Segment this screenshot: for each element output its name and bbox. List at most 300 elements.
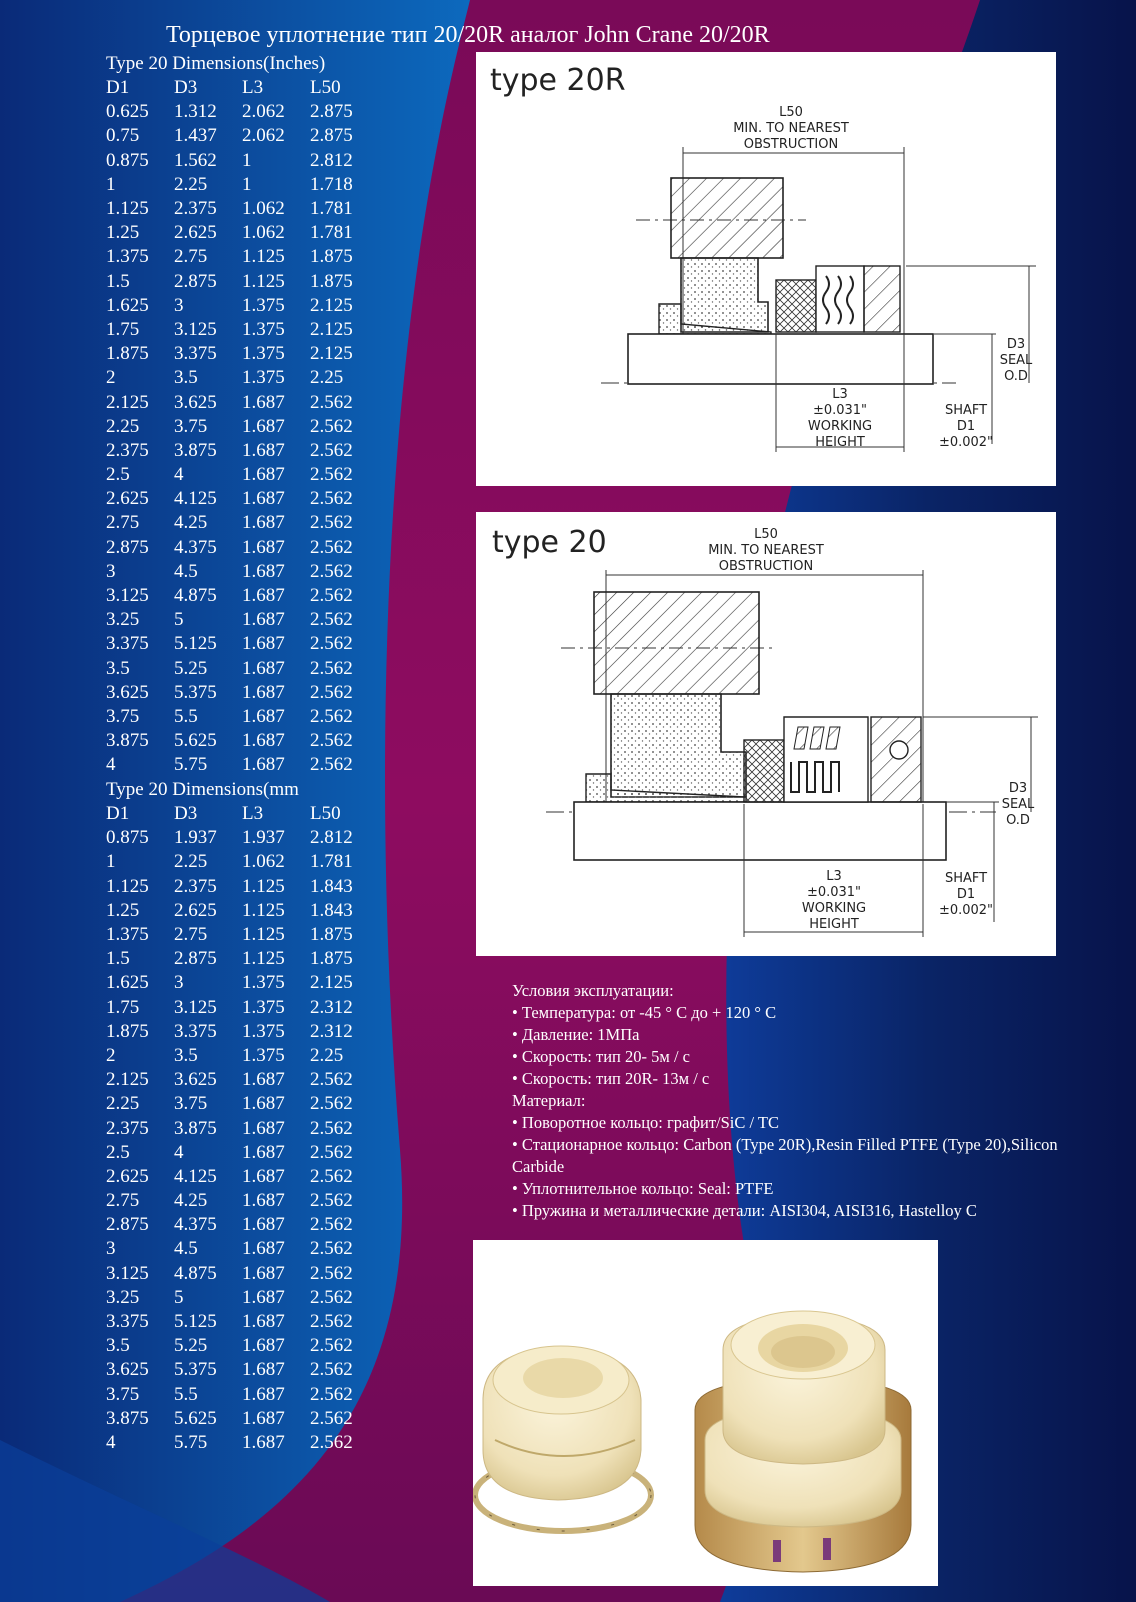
table-cell: 2 <box>106 367 116 389</box>
l50-label: OBSTRUCTION <box>718 559 814 574</box>
table-cell: 2.562 <box>310 585 353 607</box>
table-cell: 2.062 <box>242 101 285 123</box>
table-cell: 5.5 <box>174 705 198 727</box>
table-cell: 5.125 <box>174 1311 217 1333</box>
d3-label: D3 <box>1008 781 1028 796</box>
table-cell: 4.375 <box>174 1214 217 1236</box>
table-cell: 2.75 <box>106 512 140 534</box>
table-cell: 2.562 <box>310 1431 353 1453</box>
column-header: D1 <box>106 77 130 99</box>
table-cell: 4 <box>106 1431 116 1453</box>
table-cell: 2.062 <box>242 125 285 147</box>
table-cell: 2.562 <box>310 705 353 727</box>
table-cell: 2.125 <box>310 972 353 994</box>
table-cell: 2.625 <box>106 488 149 510</box>
table-row <box>106 947 370 971</box>
column-header: L50 <box>310 77 341 99</box>
table-cell: 2.25 <box>310 367 344 389</box>
table-cell: 1.125 <box>242 948 285 970</box>
table-cell: 1.687 <box>242 633 285 655</box>
table-cell: 3.625 <box>106 1359 149 1381</box>
table-cell: 1 <box>242 149 252 171</box>
table-row <box>106 1407 370 1431</box>
table-cell: 2.562 <box>310 1165 353 1187</box>
table-cell: 2 <box>106 1044 116 1066</box>
table-cell: 2.125 <box>310 343 353 365</box>
table-cell: 1.687 <box>242 536 285 558</box>
table-cell: 3.875 <box>174 1117 217 1139</box>
table-row <box>106 705 370 729</box>
table-cell: 1.687 <box>242 1141 285 1163</box>
table-row <box>106 923 370 947</box>
table-cell: 2.375 <box>106 439 149 461</box>
table-row <box>106 753 370 777</box>
table-cell: 1.625 <box>106 294 149 316</box>
table-cell: 2.875 <box>106 1214 149 1236</box>
table-mm-heading: Type 20 Dimensions(mm <box>106 779 299 800</box>
table-cell: 2.562 <box>310 391 353 413</box>
table-cell: 2.562 <box>310 633 353 655</box>
table-row <box>106 584 370 608</box>
table-cell: 2.562 <box>310 609 353 631</box>
l3-label: L3 <box>832 387 848 402</box>
table-cell: 1.687 <box>242 705 285 727</box>
table-cell: 1.375 <box>106 246 149 268</box>
table-cell: 1.687 <box>242 1383 285 1405</box>
table-row <box>106 1092 370 1116</box>
table-row <box>106 173 370 197</box>
table-cell: 3 <box>106 560 116 582</box>
table-row <box>106 1116 370 1140</box>
table-cell: 3 <box>174 294 184 316</box>
d3-label: D3 <box>1006 337 1026 352</box>
table-cell: 2.812 <box>310 827 353 849</box>
table-cell: 0.625 <box>106 101 149 123</box>
table-cell: 2.562 <box>310 1359 353 1381</box>
table-cell: 2.875 <box>174 270 217 292</box>
table-row <box>106 100 370 124</box>
l3-label: ±0.031" <box>806 885 862 900</box>
table-cell: 2.562 <box>310 1141 353 1163</box>
table-cell: 4.375 <box>174 536 217 558</box>
table-row <box>106 1383 370 1407</box>
table-cell: 4 <box>106 754 116 776</box>
table-cell: 1.125 <box>242 270 285 292</box>
diagram-title: type 20R <box>490 63 626 98</box>
d1-label: ±0.002" <box>938 903 994 918</box>
table-cell: 3.125 <box>106 585 149 607</box>
table-cell: 1.437 <box>174 125 217 147</box>
table-cell: 1.5 <box>106 270 130 292</box>
table-row <box>106 149 370 173</box>
table-row <box>106 826 370 850</box>
table-cell: 2.562 <box>310 1383 353 1405</box>
table-cell: 1.312 <box>174 101 217 123</box>
table-cell: 1.687 <box>242 657 285 679</box>
table-cell: 1.687 <box>242 754 285 776</box>
conditions-line: Материал: <box>512 1091 586 1110</box>
table-cell: 2.5 <box>106 464 130 486</box>
table-cell: 4 <box>174 1141 184 1163</box>
table-cell: 5.25 <box>174 657 208 679</box>
d3-label: O.D <box>1004 369 1028 384</box>
l3-label: HEIGHT <box>809 917 859 932</box>
table-cell: 0.875 <box>106 827 149 849</box>
table-cell: 2.125 <box>106 1069 149 1091</box>
dimensions-table-mm <box>106 802 370 1455</box>
table-cell: 3.125 <box>174 996 217 1018</box>
table-cell: 5 <box>174 1286 184 1308</box>
table-cell: 3.5 <box>106 1335 130 1357</box>
table-cell: 1.687 <box>242 1335 285 1357</box>
table-cell: 1.75 <box>106 996 140 1018</box>
table-cell: 2.562 <box>310 1262 353 1284</box>
table-cell: 2.75 <box>106 1190 140 1212</box>
diagram-type-20r <box>476 52 1056 486</box>
table-row <box>106 1262 370 1286</box>
table-cell: 5.5 <box>174 1383 198 1405</box>
table-cell: 1.375 <box>242 1044 285 1066</box>
table-inches-block <box>106 52 370 777</box>
d1-label: SHAFT <box>944 403 988 418</box>
table-row <box>106 850 370 874</box>
conditions-line: • Температура: от -45 ° C до + 120 ° C <box>512 1003 777 1022</box>
table-row <box>106 1044 370 1068</box>
table-cell: 1 <box>106 173 116 195</box>
table-cell: 1.687 <box>242 488 285 510</box>
table-cell: 1.125 <box>106 875 149 897</box>
table-cell: 1.125 <box>106 198 149 220</box>
table-cell: 1.375 <box>242 367 285 389</box>
table-cell: 1.687 <box>242 512 285 534</box>
table-cell: 1.687 <box>242 1262 285 1284</box>
dimensions-table-inches <box>106 76 370 777</box>
table-cell: 1.843 <box>310 899 353 921</box>
table-cell: 3.75 <box>106 705 140 727</box>
table-cell: 1.687 <box>242 560 285 582</box>
table-cell: 4.125 <box>174 1165 217 1187</box>
table-cell: 5.75 <box>174 754 208 776</box>
table-row <box>106 681 370 705</box>
table-cell: 1.937 <box>242 827 285 849</box>
table-cell: 3 <box>106 1238 116 1260</box>
table-cell: 2.562 <box>310 512 353 534</box>
table-row <box>106 1189 370 1213</box>
table-cell: 2.562 <box>310 415 353 437</box>
table-row <box>106 899 370 923</box>
table-cell: 2.562 <box>310 754 353 776</box>
table-cell: 2.75 <box>174 246 208 268</box>
table-cell: 1.687 <box>242 1117 285 1139</box>
table-cell: 1.843 <box>310 875 353 897</box>
table-cell: 5.625 <box>174 1407 217 1429</box>
table-cell: 1.375 <box>106 924 149 946</box>
table-row <box>106 608 370 632</box>
table-cell: 2.875 <box>106 536 149 558</box>
table-row <box>106 318 370 342</box>
table-cell: 1.562 <box>174 149 217 171</box>
table-row <box>106 1334 370 1358</box>
l50-label: MIN. TO NEAREST <box>733 121 849 136</box>
table-cell: 2.625 <box>106 1165 149 1187</box>
table-cell: 5.375 <box>174 1359 217 1381</box>
table-row <box>106 560 370 584</box>
table-cell: 3.25 <box>106 1286 140 1308</box>
table-cell: 4.5 <box>174 560 198 582</box>
table-mm-block <box>106 778 370 1455</box>
table-cell: 5.75 <box>174 1431 208 1453</box>
table-cell: 3.875 <box>106 1407 149 1429</box>
l3-label: HEIGHT <box>815 435 865 450</box>
table-cell: 2.875 <box>310 125 353 147</box>
table-cell: 1.687 <box>242 439 285 461</box>
table-cell: 1.125 <box>242 924 285 946</box>
table-cell: 1.687 <box>242 1407 285 1429</box>
table-cell: 2.812 <box>310 149 353 171</box>
table-cell: 2.562 <box>310 681 353 703</box>
table-cell: 4.875 <box>174 1262 217 1284</box>
table-cell: 1.781 <box>310 222 353 244</box>
table-row <box>106 1310 370 1334</box>
table-cell: 1.687 <box>242 585 285 607</box>
table-cell: 2.875 <box>310 101 353 123</box>
conditions-line: • Давление: 1МПа <box>512 1025 640 1044</box>
table-cell: 3 <box>174 972 184 994</box>
d1-label: D1 <box>956 419 976 434</box>
table-cell: 1.687 <box>242 681 285 703</box>
table-row <box>106 1237 370 1261</box>
table-row <box>106 1213 370 1237</box>
l50-label: L50 <box>754 527 778 542</box>
table-cell: 3.5 <box>106 657 130 679</box>
table-cell: 3.25 <box>106 609 140 631</box>
table-cell: 1.375 <box>242 318 285 340</box>
table-cell: 1.937 <box>174 827 217 849</box>
table-cell: 2.562 <box>310 488 353 510</box>
table-cell: 1.125 <box>242 246 285 268</box>
table-cell: 2.562 <box>310 1286 353 1308</box>
table-cell: 2.25 <box>310 1044 344 1066</box>
table-row <box>106 415 370 439</box>
table-row <box>106 996 370 1020</box>
table-cell: 3.875 <box>106 730 149 752</box>
table-cell: 2.562 <box>310 1190 353 1212</box>
table-cell: 1.687 <box>242 1214 285 1236</box>
table-row <box>106 875 370 899</box>
table-cell: 2.5 <box>106 1141 130 1163</box>
table-row <box>106 197 370 221</box>
table-cell: 3.75 <box>174 1093 208 1115</box>
table-cell: 5 <box>174 609 184 631</box>
table-cell: 3.375 <box>106 1311 149 1333</box>
d1-label: ±0.002" <box>938 435 994 450</box>
column-header: L3 <box>242 77 264 99</box>
table-cell: 3.375 <box>174 343 217 365</box>
table-cell: 1.687 <box>242 609 285 631</box>
table-cell: 1.687 <box>242 730 285 752</box>
d3-label: SEAL <box>1001 797 1035 812</box>
table-cell: 1.25 <box>106 222 140 244</box>
table-cell: 4.25 <box>174 512 208 534</box>
table-cell: 1.687 <box>242 1093 285 1115</box>
table-header-row <box>106 76 370 100</box>
table-cell: 1.687 <box>242 1190 285 1212</box>
table-cell: 1.781 <box>310 851 353 873</box>
table-cell: 3.75 <box>106 1383 140 1405</box>
conditions-line: • Скорость: тип 20R- 13м / с <box>512 1069 710 1088</box>
conditions-line: • Уплотнительное кольцо: Seal: PTFE <box>512 1179 774 1198</box>
table-row <box>106 1165 370 1189</box>
table-cell: 1.718 <box>310 173 353 195</box>
l50-label: L50 <box>779 105 803 120</box>
table-cell: 1.25 <box>106 899 140 921</box>
table-cell: 1.687 <box>242 1165 285 1187</box>
page-title: Торцевое уплотнение тип 20/20R аналог John Crane 20/20R <box>166 22 770 48</box>
table-cell: 1.625 <box>106 972 149 994</box>
table-cell: 2.562 <box>310 1311 353 1333</box>
table-row <box>106 1068 370 1092</box>
table-cell: 1.687 <box>242 1311 285 1333</box>
table-cell: 2.562 <box>310 1117 353 1139</box>
table-cell: 2.125 <box>310 294 353 316</box>
table-cell: 2.562 <box>310 536 353 558</box>
table-cell: 2.312 <box>310 1020 353 1042</box>
conditions-line: • Стационарное кольцо: Carbon (Type 20R),Resin Filled PTFE (Type 20),Silicon Carbide <box>512 1135 1058 1176</box>
table-cell: 3.375 <box>174 1020 217 1042</box>
table-cell: 2.25 <box>106 1093 140 1115</box>
table-row <box>106 971 370 995</box>
table-cell: 0.75 <box>106 125 140 147</box>
table-cell: 5.375 <box>174 681 217 703</box>
table-cell: 3.5 <box>174 367 198 389</box>
table-cell: 1.062 <box>242 851 285 873</box>
table-row <box>106 221 370 245</box>
table-cell: 1.687 <box>242 1431 285 1453</box>
table-row <box>106 342 370 366</box>
table-cell: 2.25 <box>174 851 208 873</box>
table-cell: 1.375 <box>242 343 285 365</box>
table-cell: 4.5 <box>174 1238 198 1260</box>
column-header: D3 <box>174 77 198 99</box>
table-cell: 2.375 <box>174 875 217 897</box>
table-cell: 3.125 <box>174 318 217 340</box>
table-cell: 2.562 <box>310 1407 353 1429</box>
table-cell: 1.875 <box>310 948 353 970</box>
table-cell: 2.562 <box>310 1214 353 1236</box>
table-cell: 1.875 <box>106 1020 149 1042</box>
table-row <box>106 1358 370 1382</box>
table-cell: 3.75 <box>174 415 208 437</box>
table-cell: 1.875 <box>310 246 353 268</box>
conditions-line: Условия эксплуатации: <box>512 981 674 1000</box>
table-cell: 2.625 <box>174 899 217 921</box>
table-cell: 1.875 <box>310 270 353 292</box>
table-cell: 2.125 <box>106 391 149 413</box>
table-cell: 2.125 <box>310 318 353 340</box>
table-row <box>106 390 370 414</box>
table-row <box>106 1431 370 1455</box>
table-cell: 2.75 <box>174 924 208 946</box>
table-cell: 1.687 <box>242 415 285 437</box>
table-cell: 2.562 <box>310 560 353 582</box>
table-cell: 2.562 <box>310 439 353 461</box>
table-cell: 1.687 <box>242 1359 285 1381</box>
table-cell: 3.625 <box>174 1069 217 1091</box>
table-inches-heading: Type 20 Dimensions(Inches) <box>106 53 326 74</box>
table-row <box>106 1020 370 1044</box>
table-row <box>106 294 370 318</box>
diagram-title: type 20 <box>492 525 607 560</box>
table-cell: 1 <box>242 173 252 195</box>
column-header: L3 <box>242 803 264 825</box>
table-row <box>106 1141 370 1165</box>
diagram-type-20 <box>476 512 1056 956</box>
operating-conditions <box>512 980 1072 1222</box>
table-cell: 1.125 <box>242 875 285 897</box>
table-cell: 2.25 <box>174 173 208 195</box>
table-row <box>106 124 370 148</box>
d3-label: O.D <box>1006 813 1030 828</box>
table-cell: 2.375 <box>174 198 217 220</box>
table-row <box>106 487 370 511</box>
d1-label: SHAFT <box>944 871 988 886</box>
table-cell: 2.25 <box>106 415 140 437</box>
table-row <box>106 270 370 294</box>
table-cell: 1.062 <box>242 198 285 220</box>
table-cell: 1.375 <box>242 1020 285 1042</box>
table-cell: 1.125 <box>242 899 285 921</box>
table-cell: 2.562 <box>310 1093 353 1115</box>
table-cell: 1.062 <box>242 222 285 244</box>
table-cell: 3.625 <box>174 391 217 413</box>
l3-label: WORKING <box>807 419 873 434</box>
d3-label: SEAL <box>999 353 1033 368</box>
table-row <box>106 729 370 753</box>
table-cell: 1.781 <box>310 198 353 220</box>
table-cell: 1.875 <box>310 924 353 946</box>
column-header: L50 <box>310 803 341 825</box>
table-cell: 1.875 <box>106 343 149 365</box>
table-cell: 1.375 <box>242 996 285 1018</box>
table-row <box>106 511 370 535</box>
table-cell: 1.687 <box>242 391 285 413</box>
table-cell: 4.875 <box>174 585 217 607</box>
table-cell: 1.75 <box>106 318 140 340</box>
table-cell: 2.562 <box>310 657 353 679</box>
column-header: D1 <box>106 803 130 825</box>
table-cell: 3.375 <box>106 633 149 655</box>
table-cell: 2.562 <box>310 1238 353 1260</box>
product-photo <box>473 1240 938 1586</box>
l3-label: ±0.031" <box>812 403 868 418</box>
l50-label: OBSTRUCTION <box>743 137 839 152</box>
l3-label: L3 <box>826 869 842 884</box>
table-row <box>106 245 370 269</box>
table-row <box>106 1286 370 1310</box>
table-cell: 2.312 <box>310 996 353 1018</box>
table-cell: 5.25 <box>174 1335 208 1357</box>
table-header-row <box>106 802 370 826</box>
table-row <box>106 536 370 560</box>
conditions-line: • Пружина и металлические детали: AISI304, AISI316, Hastelloy C <box>512 1201 977 1220</box>
table-cell: 2.562 <box>310 1069 353 1091</box>
table-cell: 1.687 <box>242 1286 285 1308</box>
table-cell: 3.5 <box>174 1044 198 1066</box>
table-cell: 3.625 <box>106 681 149 703</box>
table-row <box>106 366 370 390</box>
table-cell: 2.562 <box>310 730 353 752</box>
conditions-line: • Поворотное кольцо: графит/SiC / TC <box>512 1113 780 1132</box>
